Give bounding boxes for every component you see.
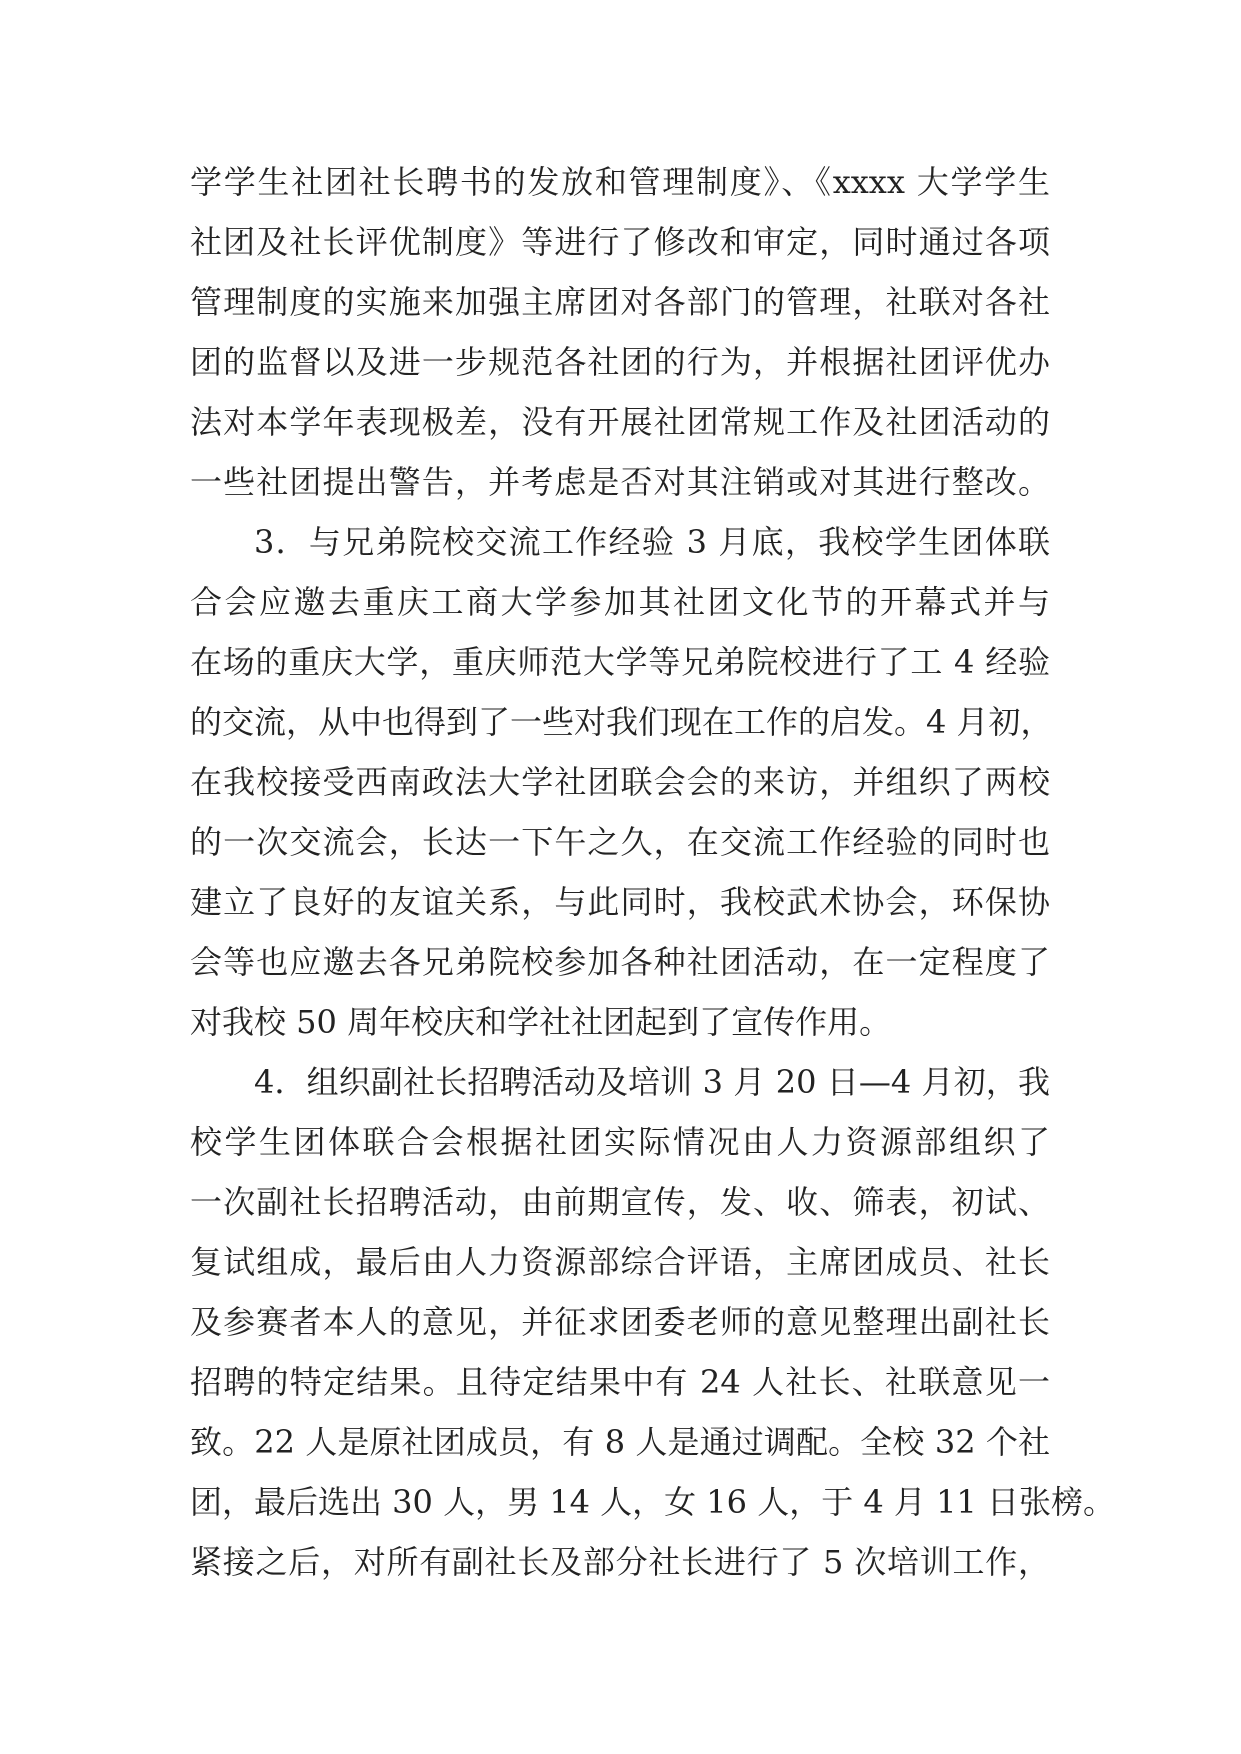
text-line: 校学生团体联合会根据社团实际情况由人力资源部组织了 bbox=[190, 1123, 1050, 1161]
text-line: 会等也应邀去各兄弟院校参加各种社团活动，在一定程度了 bbox=[190, 943, 1050, 981]
text-line: 的交流，从中也得到了一些对我们现在工作的启发。4 月初， bbox=[190, 703, 1053, 741]
text-line: 团，最后选出 30 人，男 14 人，女 16 人，于 4 月 11 日张榜。 bbox=[190, 1483, 1115, 1521]
text-line: 招聘的特定结果。且待定结果中有 24 人社长、社联意见一 bbox=[190, 1363, 1050, 1401]
text-line: 及参赛者本人的意见，并征求团委老师的意见整理出副社长 bbox=[190, 1303, 1050, 1341]
text-line: 团的监督以及进一步规范各社团的行为，并根据社团评优办 bbox=[190, 343, 1050, 381]
body-text bbox=[190, 152, 1115, 1592]
text-line: 一次副社长招聘活动，由前期宣传，发、收、筛表，初试、 bbox=[190, 1183, 1050, 1221]
text-line: 法对本学年表现极差，没有开展社团常规工作及社团活动的 bbox=[190, 403, 1050, 441]
text-line: 紧接之后，对所有副社长及部分社长进行了 5 次培训工作， bbox=[190, 1543, 1050, 1581]
text-line: 一些社团提出警告，并考虑是否对其注销或对其进行整改。 bbox=[190, 463, 1050, 501]
text-line: 管理制度的实施来加强主席团对各部门的管理，社联对各社 bbox=[190, 283, 1050, 321]
text-line: 合会应邀去重庆工商大学参加其社团文化节的开幕式并与 bbox=[190, 583, 1050, 621]
text-line: 在场的重庆大学，重庆师范大学等兄弟院校进行了工 4 经验 bbox=[190, 643, 1050, 681]
text-line: 建立了良好的友谊关系，与此同时，我校武术协会，环保协 bbox=[190, 883, 1050, 921]
paragraph-first-line: 3．与兄弟院校交流工作经验 3 月底，我校学生团体联 bbox=[254, 523, 1050, 561]
text-line: 社团及社长评优制度》等进行了修改和审定，同时通过各项 bbox=[190, 223, 1050, 261]
paragraph-last-line: 对我校 50 周年校庆和学社社团起到了宣传作用。 bbox=[190, 1003, 892, 1041]
text-line: 致。22 人是原社团成员，有 8 人是通过调配。全校 32 个社 bbox=[190, 1423, 1050, 1461]
text-line: 复试组成，最后由人力资源部综合评语，主席团成员、社长 bbox=[190, 1243, 1050, 1281]
text-line: 学学生社团社长聘书的发放和管理制度》、《xxxx 大学学生 bbox=[190, 163, 1050, 201]
text-line: 在我校接受西南政法大学社团联会会的来访，并组织了两校 bbox=[190, 763, 1050, 801]
text-line: 的一次交流会，长达一下午之久，在交流工作经验的同时也 bbox=[190, 823, 1050, 861]
paragraph-first-line: 4．组织副社长招聘活动及培训 3 月 20 日—4 月初，我 bbox=[254, 1063, 1050, 1101]
